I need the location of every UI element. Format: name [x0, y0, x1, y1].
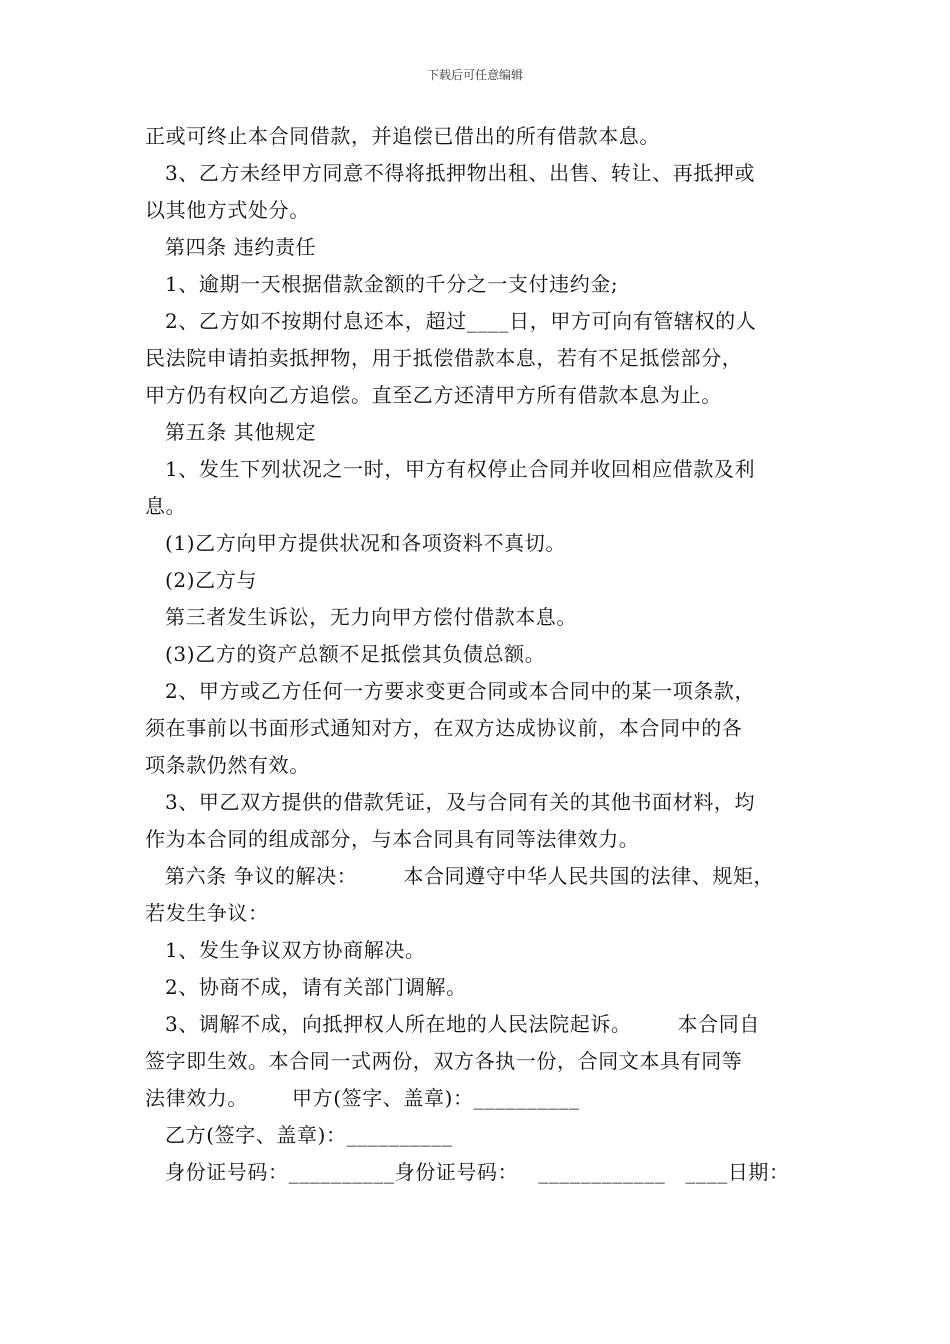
paragraph-line: 法律效力。 甲方(签字、盖章)：__________ [145, 1086, 580, 1110]
date-field: ____日期： [685, 1160, 790, 1184]
party-b-id-blank: ____________ [538, 1160, 666, 1184]
paragraph-line: 第三者发生诉讼，无力向甲方偿付借款本息。 [165, 605, 577, 629]
paragraph-line: 以其他方式处分。 [145, 198, 310, 222]
list-item: 1、发生争议双方协商解决。 [165, 938, 426, 962]
page-header-note: 下载后可任意编辑 [426, 68, 523, 82]
list-item: (2)乙方与 [165, 568, 257, 592]
paragraph-line: 3、甲乙双方提供的借款凭证，及与合同有关的其他书面材料，均 [165, 790, 756, 814]
article-6-title: 第六条 争议的解决： [165, 864, 358, 888]
party-b-id: 身份证号码： [394, 1160, 519, 1184]
paragraph-line: 须在事前以书面形式通知对方，在双方达成协议前，本合同中的各 [145, 716, 743, 740]
paragraph-line: 甲方仍有权向乙方追偿。直至乙方还清甲方所有借款本息为止。 [145, 383, 722, 407]
paragraph-line: 1、逾期一天根据借款金额的千分之一支付违约金; [165, 272, 619, 296]
list-item: 2、协商不成，请有关部门调解。 [165, 975, 467, 999]
paragraph-line: 民法院申请拍卖抵押物，用于抵偿借款本息，若有不足抵偿部分， [145, 346, 743, 370]
party-b-signature: 乙方(签字、盖章)：__________ [165, 1123, 453, 1147]
paragraph-line: 作为本合同的组成部分，与本合同具有同等法律效力。 [145, 827, 640, 851]
paragraph-line: 签字即生效。本合同一式两份，双方各执一份，合同文本具有同等 [145, 1049, 743, 1073]
contract-body [145, 118, 815, 1191]
list-item: (3)乙方的资产总额不足抵偿其负债总额。 [165, 642, 546, 666]
paragraph-line: 2、乙方如不按期付息还本，超过____日，甲方可向有管辖权的人 [165, 309, 757, 333]
paragraph-line: 正或可终止本合同借款，并追偿已借出的所有借款本息。 [145, 124, 660, 148]
section-heading-article-4: 第四条 违约责任 [165, 235, 317, 259]
party-a-id: 身份证号码：__________ [165, 1160, 395, 1184]
paragraph-line: 2、甲方或乙方任何一方要求变更合同或本合同中的某一项条款， [165, 679, 756, 703]
section-heading-article-6 [145, 858, 815, 895]
list-item: (1)乙方向甲方提供状况和各项资料不真切。 [165, 531, 566, 555]
paragraph-line: 若发生争议： [145, 901, 269, 925]
id-number-line [145, 1154, 815, 1191]
effect-clause: 本合同自 [677, 1012, 760, 1036]
paragraph-line: 3、乙方未经甲方同意不得将抵押物出租、出售、转让、再抵押或 [165, 161, 756, 185]
party-a-signature: 甲方(签字、盖章)：__________ [292, 1086, 580, 1110]
paragraph-line: 1、发生下列状况之一时，甲方有权停止合同并收回相应借款及利 [165, 457, 756, 481]
paragraph-line: 息。 [145, 494, 187, 518]
article-6-text: 本合同遵守中华人民共国的法律、规矩， [403, 864, 775, 888]
list-item: 3、调解不成，向抵押权人所在地的人民法院起诉。 本合同自 [165, 1012, 760, 1036]
section-heading-article-5: 第五条 其他规定 [165, 420, 317, 444]
paragraph-line: 项条款仍然有效。 [145, 753, 310, 777]
